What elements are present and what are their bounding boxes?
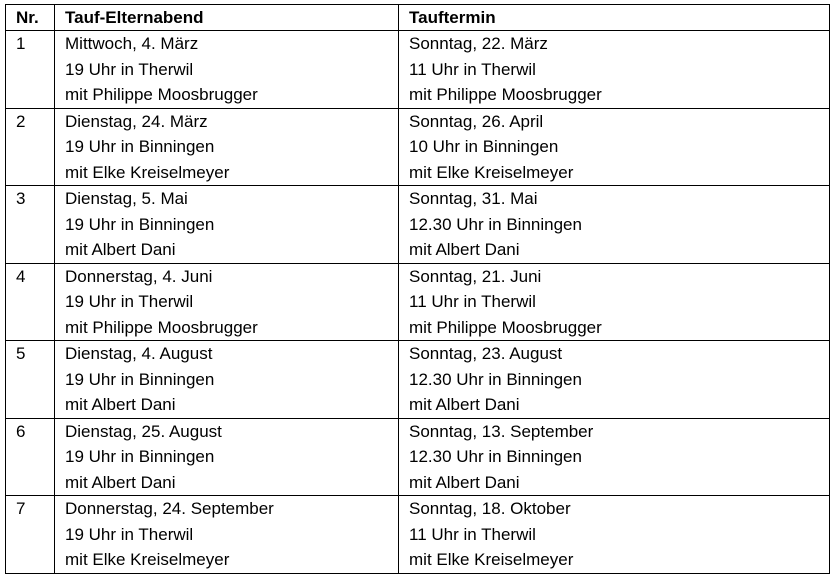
tauftermin-date: Sonntag, 22. März — [409, 34, 548, 53]
cell-nr: 6 — [6, 418, 55, 496]
table-row — [6, 108, 830, 186]
tauftermin-time-place: 12.30 Uhr in Binningen — [409, 447, 582, 466]
elternabend-person: mit Albert Dani — [65, 240, 176, 259]
table-row — [6, 186, 830, 264]
elternabend-person: mit Albert Dani — [65, 395, 176, 414]
elternabend-date: Donnerstag, 24. September — [65, 499, 274, 518]
elternabend-person: mit Philippe Moosbrugger — [65, 317, 258, 337]
baptism-schedule-table — [5, 4, 830, 574]
elternabend-time-place: 19 Uhr in Binningen — [65, 369, 215, 389]
elternabend-person: mit Elke Kreiselmeyer — [65, 550, 230, 569]
cell-tauftermin — [399, 496, 830, 574]
tauftermin-date: Sonntag, 21. Juni — [409, 266, 542, 286]
tauftermin-person: mit Philippe Moosbrugger — [409, 317, 602, 337]
cell-tauftermin — [399, 186, 830, 264]
tauftermin-time-place: 11 Uhr in Therwil — [409, 292, 536, 311]
elternabend-date: Donnerstag, 4. Juni — [65, 266, 213, 286]
cell-elternabend — [55, 186, 399, 264]
elternabend-time-place: 19 Uhr in Binningen — [65, 447, 215, 466]
elternabend-time-place: 19 Uhr in Therwil — [65, 59, 194, 79]
elternabend-date: Dienstag, 4. August — [65, 344, 213, 363]
cell-nr: 1 — [6, 31, 55, 109]
elternabend-date: Dienstag, 25. August — [65, 421, 222, 441]
tauftermin-person: mit Albert Dani — [409, 240, 520, 259]
header-tauf-elternabend: Tauf-Elternabend — [55, 5, 399, 31]
elternabend-person: mit Albert Dani — [65, 472, 176, 492]
tauftermin-date: Sonntag, 23. August — [409, 344, 563, 363]
cell-elternabend — [55, 496, 399, 574]
cell-nr: 5 — [6, 341, 55, 419]
tauftermin-person: mit Elke Kreiselmeyer — [409, 162, 574, 182]
tauftermin-time-place: 12.30 Uhr in Binningen — [409, 214, 582, 234]
header-nr: Nr. — [6, 5, 55, 31]
cell-elternabend — [55, 341, 399, 419]
table-row — [6, 418, 830, 496]
elternabend-time-place: 19 Uhr in Therwil — [65, 524, 194, 544]
table-row — [6, 31, 830, 109]
tauftermin-person: mit Elke Kreiselmeyer — [409, 550, 574, 569]
elternabend-date: Dienstag, 5. Mai — [65, 189, 188, 208]
tauftermin-person: mit Philippe Moosbrugger — [409, 85, 602, 104]
elternabend-time-place: 19 Uhr in Therwil — [65, 292, 194, 311]
table-row — [6, 263, 830, 341]
table-row — [6, 341, 830, 419]
tauftermin-date: Sonntag, 18. Oktober — [409, 499, 571, 518]
elternabend-person: mit Philippe Moosbrugger — [65, 85, 258, 104]
table-header-row — [6, 5, 830, 31]
cell-nr: 3 — [6, 186, 55, 264]
cell-tauftermin — [399, 108, 830, 186]
cell-tauftermin — [399, 263, 830, 341]
tauftermin-time-place: 11 Uhr in Therwil — [409, 59, 536, 79]
tauftermin-time-place: 10 Uhr in Binningen — [409, 137, 559, 156]
elternabend-person: mit Elke Kreiselmeyer — [65, 162, 230, 182]
tauftermin-date: Sonntag, 26. April — [409, 111, 544, 131]
elternabend-time-place: 19 Uhr in Binningen — [65, 137, 215, 156]
cell-elternabend — [55, 31, 399, 109]
cell-tauftermin — [399, 341, 830, 419]
cell-elternabend — [55, 418, 399, 496]
elternabend-date: Dienstag, 24. März — [65, 111, 208, 131]
cell-nr: 4 — [6, 263, 55, 341]
elternabend-time-place: 19 Uhr in Binningen — [65, 214, 215, 234]
table-row — [6, 496, 830, 574]
tauftermin-date: Sonntag, 31. Mai — [409, 189, 538, 208]
elternabend-date: Mittwoch, 4. März — [65, 34, 199, 53]
tauftermin-date: Sonntag, 13. September — [409, 421, 594, 441]
cell-tauftermin — [399, 418, 830, 496]
cell-elternabend — [55, 108, 399, 186]
tauftermin-person: mit Albert Dani — [409, 472, 520, 492]
tauftermin-time-place: 12.30 Uhr in Binningen — [409, 369, 582, 389]
cell-nr: 7 — [6, 496, 55, 574]
cell-tauftermin — [399, 31, 830, 109]
cell-elternabend — [55, 263, 399, 341]
tauftermin-time-place: 11 Uhr in Therwil — [409, 524, 536, 544]
header-tauftermin: Tauftermin — [399, 5, 830, 31]
tauftermin-person: mit Albert Dani — [409, 395, 520, 414]
cell-nr: 2 — [6, 108, 55, 186]
